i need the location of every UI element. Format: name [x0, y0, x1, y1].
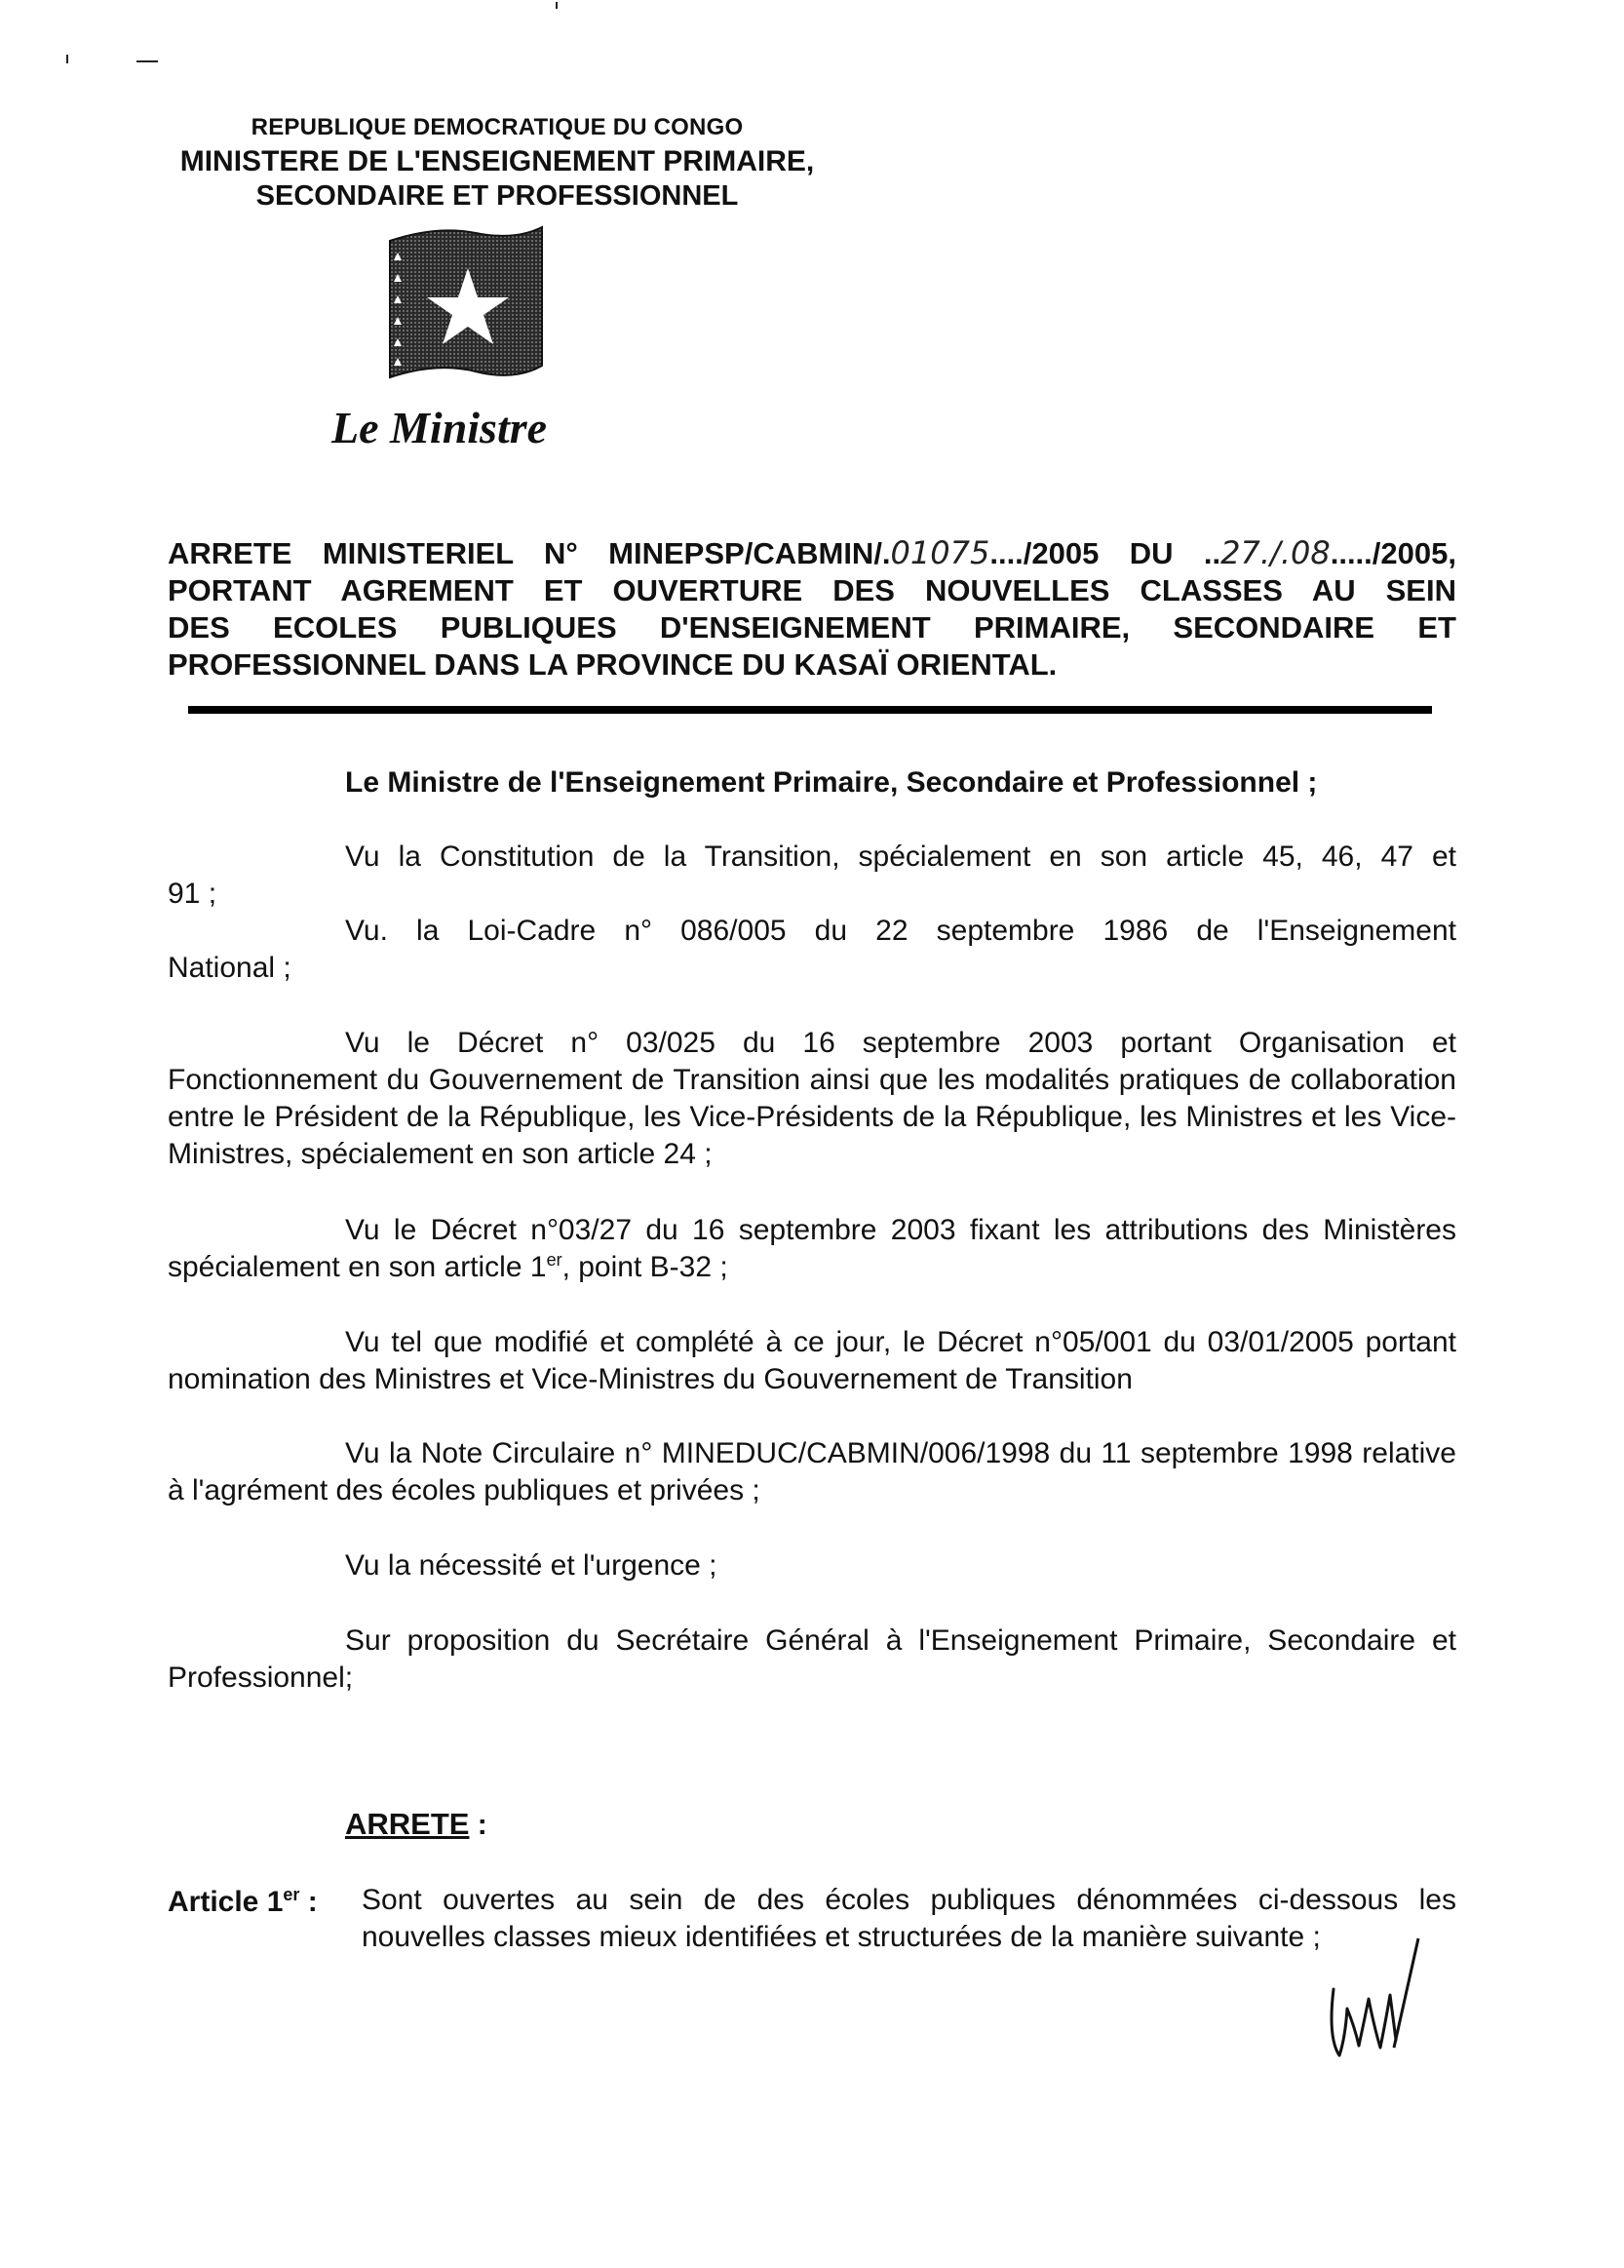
preamble-heading: Le Ministre de l'Enseignement Primaire, Secondaire et Professionnel ;	[345, 766, 1318, 799]
title-divider	[188, 706, 1432, 714]
flag-star-emblem-icon	[378, 219, 554, 405]
article-1-label-text: Article 1	[168, 1886, 284, 1918]
vu-loi-cadre-line2: National ;	[168, 952, 291, 984]
vu-decret-attributions	[168, 1212, 1456, 1286]
sur-proposition-text: Sur proposition du Secrétaire Général à l'Enseignement Primaire, Secondaire et Professionnel;	[168, 1624, 1456, 1694]
vu-necessite-text: Vu la nécessité et l'urgence ;	[345, 1549, 717, 1582]
scan-mark	[136, 60, 158, 62]
ministry-name-line1: MINISTERE DE L'ENSEIGNEMENT PRIMAIRE,	[179, 145, 815, 177]
decree-number-prefix: ARRETE MINISTERIEL N° MINEPSP/CABMIN/.	[168, 536, 891, 570]
vu-constitution-line2: 91 ;	[168, 878, 217, 910]
letterhead	[146, 114, 848, 213]
vu-decret-attributions-text	[168, 1212, 1456, 1286]
decree-title	[168, 534, 1456, 684]
vu-decret-organisation-text: Vu le Décret n° 03/025 du 16 septembre 2003 portant Organisation et Fonctionnement du Gouvernement de Transition ainsi que les modalités pratiques de collaboration entre le Président de la République, les Vice-Présidents de la République, les Ministres et les Vice-Ministres, spécialement en son article 24 ;	[168, 1027, 1456, 1170]
arrete-heading-block	[168, 1806, 1456, 1844]
vu-loi-cadre-line1: Vu. la Loi-Cadre n° 086/005 du 22 septembre 1986 de l'Enseignement	[345, 915, 1456, 947]
decree-title-line2: PORTANT AGREMENT ET OUVERTURE DES NOUVELLES CLASSES AU SEIN	[168, 573, 1456, 607]
minister-title: Le Ministre	[331, 403, 548, 452]
vu-decret-attributions-main: Vu le Décret n°03/27 du 16 septembre 2003 fixant les attributions des Ministères spécialement en son article 1	[168, 1214, 1456, 1283]
vu-decret-organisation	[168, 1025, 1456, 1173]
arrete-colon: :	[469, 1809, 487, 1841]
preamble-heading-block	[168, 764, 1456, 802]
decree-title-line4: PROFESSIONNEL DANS LA PROVINCE DU KASAÏ ORIENTAL.	[168, 647, 1058, 682]
vu-loi-cadre	[168, 913, 1456, 987]
ministry-name-line2: SECONDAIRE ET PROFESSIONNEL	[255, 180, 739, 212]
arrete-heading	[168, 1806, 1456, 1844]
superscript-er: er	[546, 1250, 562, 1270]
scan-mark	[556, 2, 558, 9]
article-1-label	[168, 1886, 318, 1919]
decree-title-line3: DES ECOLES PUBLIQUES D'ENSEIGNEMENT PRIMAIRE, SECONDAIRE ET	[168, 610, 1456, 645]
article-1-text: Sont ouvertes au sein de des écoles publiques dénommées ci-dessous les nouvelles classes mieux identifiées et structurées de la manière suivante ;	[362, 1884, 1456, 1953]
article-1-superscript: er	[283, 1885, 300, 1904]
decree-title-line1	[168, 534, 1456, 572]
handwritten-decree-number: 01075	[890, 534, 990, 571]
republic-name: REPUBLIQUE DEMOCRATIQUE DU CONGO	[251, 114, 744, 140]
vu-note-circulaire-text: Vu la Note Circulaire n° MINEDUC/CABMIN/006/1998 du 11 septembre 1998 relative à l'agrément des écoles publiques et privées ;	[168, 1437, 1456, 1506]
scan-mark	[66, 55, 68, 63]
decree-year-du: ..../2005 DU ..	[989, 536, 1221, 570]
arrete-word: ARRETE	[345, 1807, 470, 1841]
handwritten-initials-icon	[1326, 1931, 1433, 2067]
vu-decret-nomination-text: Vu tel que modifié et complété à ce jour, le Décret n°05/001 du 03/01/2005 portant nomination des Ministres et Vice-Ministres du Gouvernement de Transition	[168, 1326, 1456, 1395]
vu-note-circulaire	[168, 1435, 1456, 1509]
vu-decret-attributions-end: , point B-32 ;	[561, 1251, 728, 1283]
article-1-colon: :	[299, 1886, 318, 1918]
sur-proposition	[168, 1623, 1456, 1697]
decree-year-end: ...../2005,	[1330, 536, 1456, 570]
vu-decret-nomination	[168, 1324, 1456, 1398]
vu-constitution-line1: Vu la Constitution de la Transition, spécialement en son article 45, 46, 47 et	[345, 841, 1456, 873]
vu-constitution	[168, 839, 1456, 913]
vu-necessite	[168, 1547, 1456, 1584]
handwritten-decree-date: 27./.08	[1220, 534, 1331, 571]
